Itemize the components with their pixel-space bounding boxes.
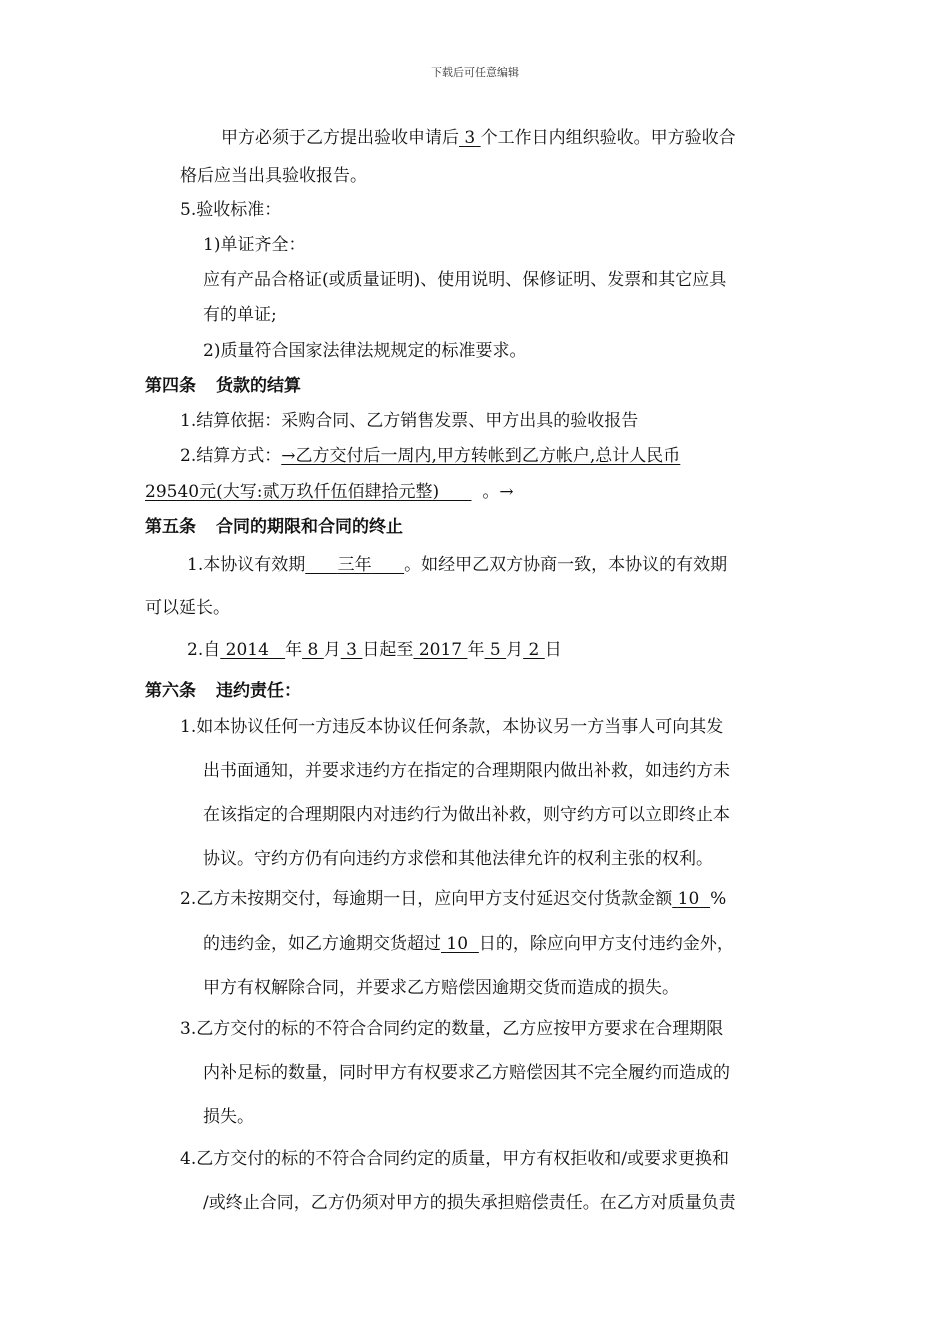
paragraph-line: 1.如本协议任何一方违反本协议任何条款，本协议另一方当事人可向其发	[180, 717, 724, 737]
paragraph-line: 2.自 2014 年 8 月 3 日起至 2017 年 5 月 2 日	[187, 640, 562, 660]
paragraph-line: 在该指定的合理期限内对违约行为做出补救，则守约方可以立即终止本	[203, 805, 730, 825]
article-heading: 第四条 货款的结算	[145, 376, 301, 396]
list-item: 1.结算依据：采购合同、乙方销售发票、甲方出具的验收报告	[180, 411, 639, 431]
paragraph-line: 有的单证;	[203, 305, 277, 325]
article-heading: 第五条 合同的期限和合同的终止	[145, 517, 403, 537]
paragraph-line: 4.乙方交付的标的不符合合同约定的质量，甲方有权拒收和/或要求更换和	[180, 1149, 729, 1169]
start-year: 2014	[225, 640, 269, 660]
start-day: 3	[346, 640, 357, 660]
paragraph-line: 协议。守约方仍有向违约方求偿和其他法律允许的权利主张的权利。	[203, 849, 713, 869]
paragraph-line: 的违约金，如乙方逾期交货超过 10 日的，除应向甲方支付违约金外，	[203, 934, 734, 954]
section-title: 5.验收标准：	[180, 200, 282, 220]
paragraph-line: 应有产品合格证(或质量证明)、使用说明、保修证明、发票和其它应具	[203, 270, 727, 290]
overdue-days: 10	[446, 934, 469, 954]
paragraph-line: 格后应当出具验收报告。	[180, 166, 367, 186]
settlement-amount: 29540元(大写:贰万玖仟伍佰肆拾元整)	[145, 482, 440, 502]
paragraph-line: /或终止合同，乙方仍须对甲方的损失承担赔偿责任。在乙方对质量负责	[203, 1193, 736, 1213]
list-item: 2)质量符合国家法律法规规定的标准要求。	[203, 341, 527, 361]
paragraph-line: 甲方有权解除合同，并要求乙方赔偿因逾期交货而造成的损失。	[203, 978, 679, 998]
paragraph-line: 甲方必须于乙方提出验收申请后 3 个工作日内组织验收。甲方验收合	[221, 128, 736, 148]
start-month: 8	[307, 640, 319, 660]
end-day: 2	[528, 640, 540, 660]
paragraph-line: 可以延长。	[145, 598, 230, 618]
settlement-method: →乙方交付后一周内,甲方转帐到乙方帐户,总计人民币	[281, 446, 681, 466]
paragraph-line: 2.乙方未按期交付，每逾期一日，应向甲方支付延迟交付货款金额 10 %	[180, 889, 727, 909]
end-month: 5	[489, 640, 501, 660]
paragraph-line: 内补足标的数量，同时甲方有权要求乙方赔偿因其不完全履约而造成的	[203, 1063, 730, 1083]
list-item: 1)单证齐全：	[203, 235, 306, 255]
agreement-term: 三年	[337, 555, 372, 575]
article-heading: 第六条 违约责任：	[145, 681, 301, 701]
paragraph-line: 29540元(大写:贰万玖仟伍佰肆拾元整) 。→	[145, 482, 514, 502]
acceptance-days: 3	[464, 128, 476, 148]
list-item: 2.结算方式：→乙方交付后一周内,甲方转帐到乙方帐户,总计人民币	[180, 446, 681, 466]
page-header: 下载后可任意编辑	[431, 66, 519, 79]
end-year: 2017	[418, 640, 463, 660]
penalty-percent: 10	[677, 889, 700, 909]
paragraph-line: 出书面通知，并要求违约方在指定的合理期限内做出补救，如违约方未	[203, 761, 730, 781]
paragraph-line: 1.本协议有效期 三年 。如经甲乙双方协商一致，本协议的有效期	[187, 555, 728, 575]
paragraph-line: 3.乙方交付的标的不符合合同约定的数量，乙方应按甲方要求在合理期限	[180, 1019, 724, 1039]
paragraph-line: 损失。	[203, 1107, 254, 1127]
